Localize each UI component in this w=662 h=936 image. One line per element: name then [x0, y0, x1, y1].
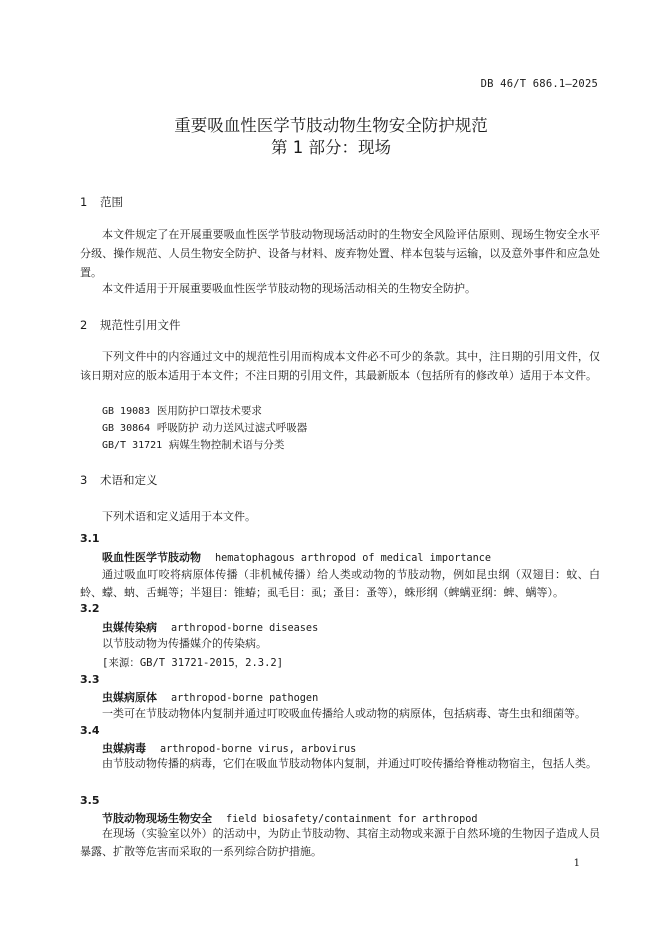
section-title: 范围	[100, 195, 123, 209]
section-heading-normative-references	[80, 317, 181, 333]
section-number: 1	[80, 195, 88, 209]
term-chinese: 虫媒病毒	[102, 742, 146, 755]
term-heading	[102, 810, 477, 826]
reference-code: GB 30864	[102, 423, 151, 434]
section-number: 3	[80, 473, 88, 487]
terms-intro: 下列术语和定义适用于本文件。	[102, 510, 256, 523]
term-english: arthropod-borne diseases	[171, 623, 319, 634]
term-definition: 一类可在节肢动物体内复制并通过叮咬吸血传播给人或动物的病原体，包括病毒、寄生虫和细菌等。	[102, 707, 586, 720]
scope-paragraph-2: 本文件适用于开展重要吸血性医学节肢动物的现场活动相关的生物安全防护。	[102, 282, 476, 295]
term-number: 3.3	[80, 673, 100, 686]
term-number: 3.2	[80, 602, 100, 615]
term-chinese: 节肢动物现场生物安全	[102, 812, 212, 825]
term-source: [来源：GB/T 31721-2015，2.3.2]	[102, 657, 284, 669]
section-heading-scope	[80, 194, 123, 210]
reference-title: 医用防护口罩技术要求	[156, 405, 262, 417]
term-chinese: 虫媒病原体	[102, 691, 157, 704]
section-heading-terms	[80, 472, 158, 488]
document-number: DB 46/T 686.1—2025	[480, 78, 598, 90]
term-definition: 以节肢动物为传播媒介的传染病。	[102, 637, 267, 650]
term-heading	[102, 619, 318, 635]
term-chinese: 吸血性医学节肢动物	[102, 551, 201, 564]
term-definition: 由节肢动物传播的病毒，它们在吸血节肢动物体内复制，并通过叮咬传播给脊椎动物宿主，包括人类。	[102, 757, 597, 770]
term-english: hematophagous arthropod of medical importance	[215, 553, 492, 564]
reference-title: 呼吸防护 动力送风过滤式呼吸器	[156, 422, 308, 434]
section-title: 术语和定义	[100, 473, 158, 487]
reference-title: 病媒生物控制术语与分类	[168, 439, 285, 451]
section-number: 2	[80, 318, 88, 332]
document-title: 重要吸血性医学节肢动物生物安全防护规范	[174, 116, 488, 135]
section-title: 规范性引用文件	[100, 318, 181, 332]
term-chinese: 虫媒传染病	[102, 621, 157, 634]
term-definition: 通过吸血叮咬将病原体传播（非机械传播）给人类或动物的节肢动物，例如昆虫纲（双翅目：蚊、白蛉、蠓、蚋、舌蝇等；半翅目：锥蝽；虱毛目：虱；蚤目：蚤等），蛛形纲（蜱螨亚纲：蜱、螨等）。	[80, 568, 600, 599]
term-english: arthropod-borne virus, arbovirus	[160, 744, 357, 755]
term-number: 3.4	[80, 724, 100, 737]
page-number: 1	[573, 858, 580, 869]
term-number: 3.5	[80, 794, 100, 807]
references-paragraph: 下列文件中的内容通过文中的规范性引用而构成本文件必不可少的条款。其中，注日期的引用文件，仅该日期对应的版本适用于本文件；不注日期的引用文件，其最新版本（包括所有的修改单）适用于本文件。	[80, 350, 600, 382]
term-definition: 在现场（实验室以外）的活动中，为防止节肢动物、其宿主动物或来源于自然环境的生物因子造成人员暴露、扩散等危害而采取的一系列综合防护措施。	[80, 827, 600, 858]
document-subtitle: 第 1 部分：现场	[271, 138, 391, 157]
reference-code: GB/T 31721	[102, 440, 163, 451]
term-heading	[102, 740, 356, 756]
term-heading	[102, 689, 318, 705]
reference-code: GB 19083	[102, 406, 151, 417]
reference-item	[102, 403, 262, 418]
reference-item	[102, 437, 284, 452]
term-number: 3.1	[80, 532, 100, 545]
term-english: field biosafety/containment for arthropod	[226, 814, 478, 825]
term-english: arthropod-borne pathogen	[171, 693, 319, 704]
scope-paragraph-1: 本文件规定了在开展重要吸血性医学节肢动物现场活动时的生物安全风险评估原则、现场生物安全水平分级、操作规范、人员生物安全防护、设备与材料、废弃物处置、样本包装与运输，以及意外事件和应急处置。	[80, 228, 600, 279]
term-heading	[102, 549, 491, 565]
reference-item	[102, 420, 307, 435]
